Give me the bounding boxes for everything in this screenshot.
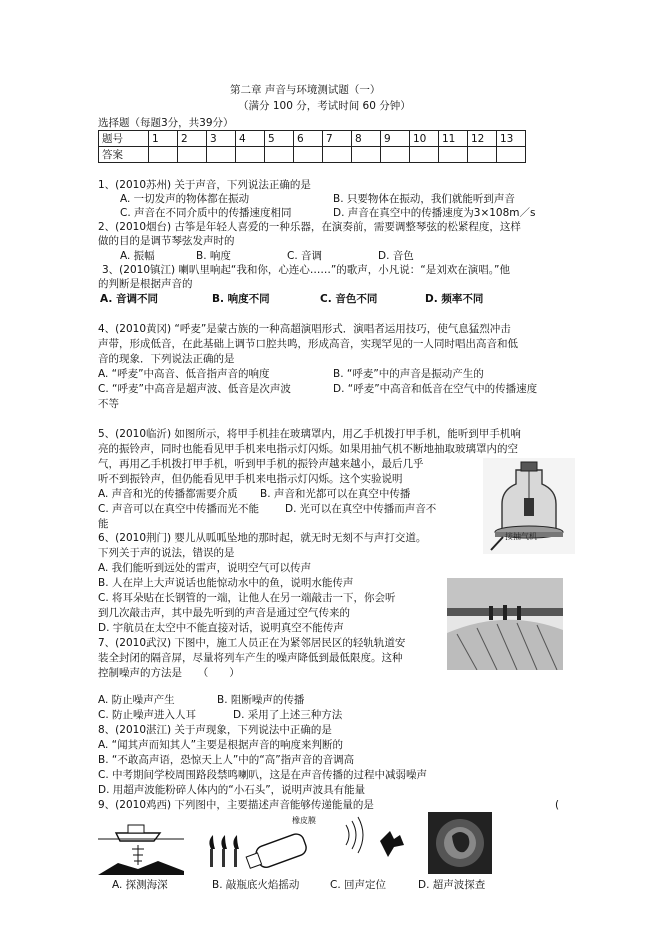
question-stem: 亮的振铃声，同时也能看见甲手机来电指示灯闪烁。如果用抽气机不断地抽取玻璃罩内的空 — [98, 443, 518, 455]
question-stem: 听不到振铃声，但仍能看见甲手机来电指示灯闪烁。这个实验说明 — [98, 473, 403, 485]
option-c: C. 中考期间学校周围路段禁鸣喇叭，这是在声音传播的过程中减弱噪声 — [98, 769, 428, 781]
question-stem: 4、(2010黄冈) “呼麦”是蒙古族的一种高超演唱形式．演唱者运用技巧，使气息猛烈冲击 — [98, 323, 511, 335]
option-b: B. 响度 — [196, 250, 231, 262]
question-stem: 装全封闭的隔音屏，尽量将列车产生的噪声降低到最低限度。这种 — [98, 652, 403, 664]
question-number-cell: 7 — [323, 131, 352, 147]
option-b: B. 只要物体在振动，我们就能听到声音 — [333, 193, 515, 205]
option-a: A. 振幅 — [120, 250, 155, 262]
option-a: A. “闻其声而知其人”主要是根据声音的响度来判断的 — [98, 739, 344, 751]
question-number-cell: 3 — [207, 131, 236, 147]
bat-echo-figure — [332, 815, 416, 875]
answer-cell[interactable] — [439, 147, 468, 163]
bell-jar-label: 接抽气机 — [505, 532, 537, 541]
question-number-cell: 5 — [265, 131, 294, 147]
option-a: A. 我们能听到远处的雷声，说明空气可以传声 — [98, 562, 312, 574]
question-number-cell: 8 — [352, 131, 381, 147]
option-d: D. 宇航员在太空中不能直接对话，说明真空不能传声 — [98, 622, 344, 634]
question-number-cell: 12 — [468, 131, 497, 147]
page-subtitle: （满分 100 分，考试时间 60 分钟） — [238, 100, 411, 112]
option-b: B. “呼麦”中的声音是振动产生的 — [333, 368, 484, 380]
option-d: D. 光可以在真空中传播而声音不 — [285, 503, 437, 515]
table-row-label: 题号 — [99, 131, 149, 147]
question-number-cell: 6 — [294, 131, 323, 147]
option-b: B. 声音和光都可以在真空中传播 — [260, 488, 411, 500]
answer-cell[interactable] — [468, 147, 497, 163]
answer-cell[interactable] — [410, 147, 439, 163]
option-b: B. “不敢高声语，恐惊天上人”中的“高”指声音的音调高 — [98, 754, 355, 766]
figure-caption-c: C. 回声定位 — [330, 879, 387, 891]
answer-table — [98, 130, 526, 163]
question-stem: 9、(2010鸡西) 下列图中，主要描述声音能够传递能量的是 — [98, 799, 374, 811]
option-a: A. 一切发声的物体都在振动 — [120, 193, 250, 205]
option-d: D. “呼麦”中高音和低音在空气中的传播速度 — [333, 383, 538, 395]
page-title: 第二章 声音与环境测试题（一） — [230, 84, 381, 96]
answer-cell[interactable] — [294, 147, 323, 163]
question-stem: 声带，形成低音，在此基础上调节口腔共鸣，形成高音，实现罕见的一人同时唱出高音和低 — [98, 338, 518, 350]
figure-caption-d: D. 超声波探查 — [418, 879, 486, 891]
answer-cell[interactable] — [236, 147, 265, 163]
option-b: B. 人在岸上大声说话也能惊动水中的鱼，说明水能传声 — [98, 577, 354, 589]
question-number-cell: 9 — [381, 131, 410, 147]
option-a: A. 声音和光的传播都需要介质 — [98, 488, 238, 500]
answer-cell[interactable] — [207, 147, 236, 163]
ultrasound-figure — [428, 812, 492, 874]
option-c: C. “呼麦”中高音是超声波、低音是次声波 — [98, 383, 291, 395]
question-number-cell: 10 — [410, 131, 439, 147]
option-c: C. 音调 — [287, 250, 323, 262]
figure-caption-a: A. 探测海深 — [112, 879, 168, 891]
question-stem: 3、(2010镇江) 喇叭里响起“我和你，心连心……”的歌声，小凡说：“是刘欢在演唱。”他 — [102, 264, 510, 276]
option-c: C. 将耳朵贴在长钢管的一端，让他人在另一端敲击一下，你会听 — [98, 592, 396, 604]
option-c: C. 声音在不同介质中的传播速度相同 — [120, 207, 292, 219]
option-c: C. 声音可以在真空中传播而光不能 — [98, 503, 260, 515]
option-d-continued: 不等 — [98, 398, 119, 410]
question-stem: 6、(2010荆门) 婴儿从呱呱坠地的那时起，就无时无刻不与声打交道。 — [98, 532, 427, 544]
table-row — [99, 147, 526, 163]
question-paren: ( — [555, 799, 560, 811]
answer-cell[interactable] — [178, 147, 207, 163]
answer-cell[interactable] — [149, 147, 178, 163]
question-stem: 控制噪声的方法是 （ ） — [98, 667, 240, 679]
question-stem: 8、(2010湛江) 关于声现象，下列说法中正确的是 — [98, 724, 332, 736]
table-row — [99, 131, 526, 147]
answer-cell[interactable] — [497, 147, 526, 163]
question-stem: 下列关于声的说法，错误的是 — [98, 547, 235, 559]
option-d: D. 音色 — [378, 250, 414, 262]
option-d: D. 用超声波能粉碎人体内的“小石头”，说明声波具有能量 — [98, 784, 366, 796]
question-stem: 的判断是根据声音的 — [98, 278, 193, 290]
answer-cell[interactable] — [352, 147, 381, 163]
section-label: 选择题（每题3分，共39分） — [98, 117, 234, 129]
answer-cell[interactable] — [265, 147, 294, 163]
question-stem: 音的现象．下列说法正确的是 — [98, 353, 235, 365]
question-stem: 做的目的是调节琴弦发声时的 — [98, 235, 235, 247]
option-a: A. “呼麦”中高音、低音指声音的响度 — [98, 368, 270, 380]
option-a: A. 音调不同 — [100, 293, 158, 305]
answer-cell[interactable] — [381, 147, 410, 163]
table-row-label: 答案 — [99, 147, 149, 163]
option-b: B. 阻断噪声的传播 — [217, 694, 305, 706]
sound-barrier-photo — [447, 578, 563, 670]
option-c-continued: 到几次敲击声，其中最先听到的声音是通过空气传来的 — [98, 607, 350, 619]
option-c: C. 防止噪声进入人耳 — [98, 709, 197, 721]
option-d: D. 采用了上述三种方法 — [233, 709, 343, 721]
question-number-cell: 4 — [236, 131, 265, 147]
option-a: A. 防止噪声产生 — [98, 694, 175, 706]
question-number-cell: 13 — [497, 131, 526, 147]
option-b: B. 响度不同 — [212, 293, 270, 305]
question-number-cell: 11 — [439, 131, 468, 147]
option-c: C. 音色不同 — [320, 293, 378, 305]
figure-caption-b: B. 敲瓶底火焰摇动 — [212, 879, 300, 891]
question-number-cell: 1 — [149, 131, 178, 147]
question-stem: 1、(2010苏州) 关于声音，下列说法正确的是 — [98, 179, 311, 191]
option-d-continued: 能 — [98, 518, 109, 530]
question-stem: 5、(2010临沂) 如图所示，将甲手机挂在玻璃罩内，用乙手机拨打甲手机，能听到甲手机响 — [98, 428, 521, 440]
question-stem: 2、(2010烟台) 古筝是年轻人喜爱的一种乐器，在演奏前，需要调整琴弦的松紧程度，这样 — [98, 221, 521, 233]
option-d: D. 频率不同 — [425, 293, 484, 305]
sonar-ship-figure — [98, 815, 184, 875]
option-d: D. 声音在真空中的传播速度为3×108m／s — [333, 207, 536, 219]
rubber-membrane-label: 橡皮膜 — [292, 816, 316, 825]
question-stem: 气，再用乙手机拨打甲手机，听到甲手机的振铃声越来越小，最后几乎 — [98, 458, 424, 470]
question-stem: 7、(2010武汉) 下图中，施工人员正在为紧邻居民区的轻轨轨道安 — [98, 637, 406, 649]
answer-cell[interactable] — [323, 147, 352, 163]
question-number-cell: 2 — [178, 131, 207, 147]
